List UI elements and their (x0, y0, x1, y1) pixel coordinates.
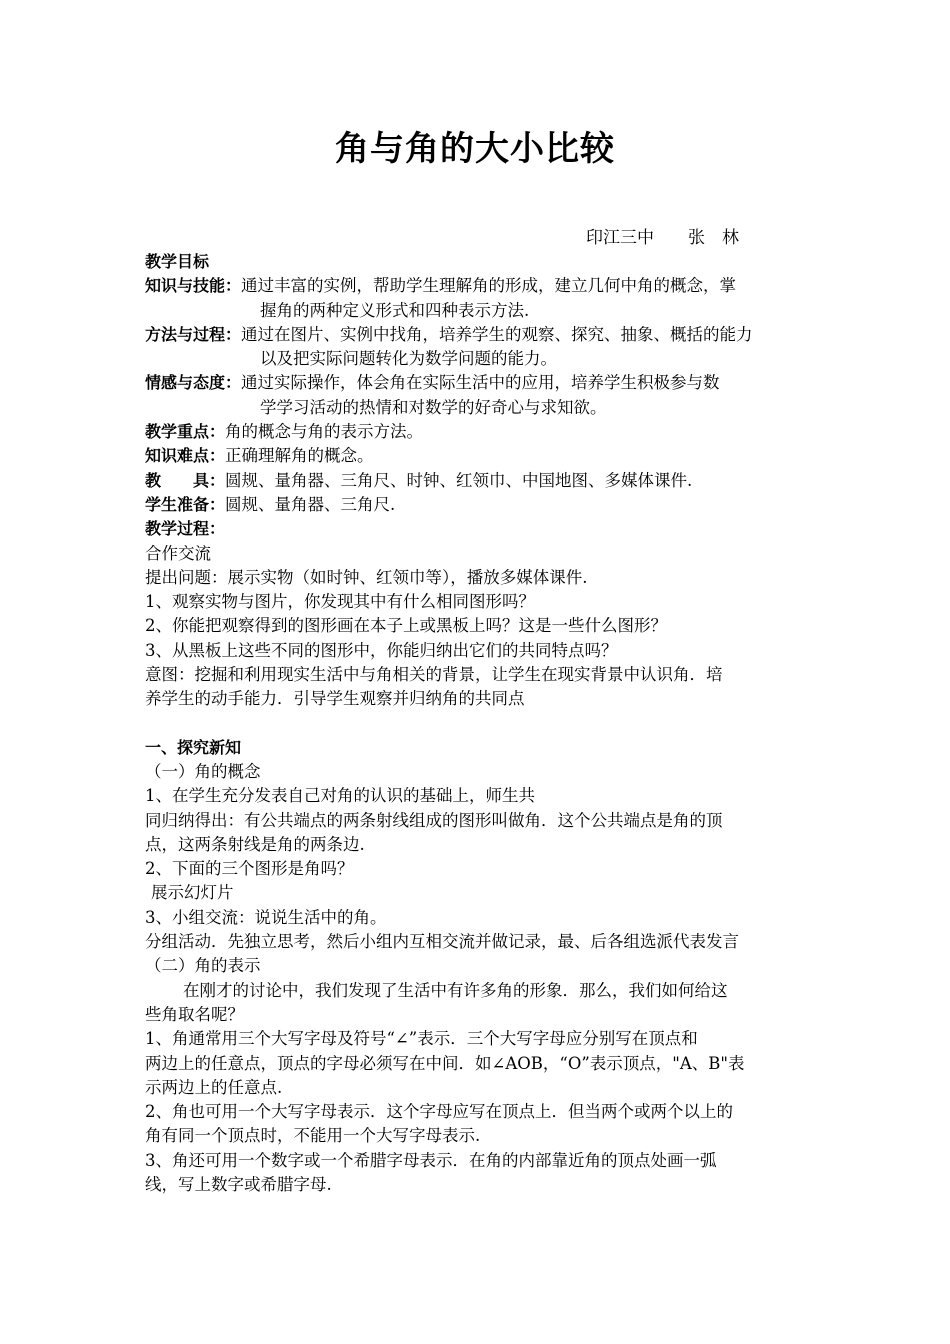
paragraph: 3、从黑板上这些不同的图形中，你能归纳出它们的共同特点吗？ (145, 640, 618, 660)
difficult-point-label: 知识难点： (145, 446, 226, 466)
key-point-label: 教学重点： (145, 422, 226, 442)
paragraph: 同归纳得出：有公共端点的两条射线组成的图形叫做角．这个公共端点是角的顶 (145, 810, 723, 830)
student-prep (145, 493, 809, 517)
student-prep-label: 学生准备： (145, 494, 226, 514)
subsection-heading: （二）角的表示 (145, 956, 261, 976)
key-point-text: 角的概念与角的表示方法。 (225, 422, 424, 442)
document-body (145, 250, 809, 1197)
paragraph: 展示幻灯片 (151, 883, 234, 903)
section-heading: 一、探究新知 (145, 737, 242, 757)
goal-method-label: 方法与过程： (145, 324, 242, 344)
paragraph: 角有同一个顶点时，不能用一个大写字母表示. (145, 1126, 481, 1146)
teaching-tools-text: 圆规、量角器、三角尺、时钟、红领巾、中国地图、多媒体课件. (225, 470, 693, 490)
blank-line (145, 712, 809, 736)
goal-method-text: 通过在图片、实例中找角，培养学生的观察、探究、抽象、概括的能力 (241, 324, 753, 344)
paragraph: 示两边上的任意点. (145, 1077, 283, 1097)
paragraph: 3、小组交流：说说生活中的角。 (145, 907, 387, 927)
key-point (145, 420, 809, 444)
difficult-point (145, 444, 809, 468)
process-heading: 教学过程： (145, 519, 226, 539)
document-title: 角与角的大小比较 (335, 129, 615, 169)
paragraph: 在刚才的讨论中，我们发现了生活中有许多角的形象．那么，我们如何给这 (183, 980, 728, 1000)
goal-knowledge-cont: 握角的两种定义形式和四种表示方法. (260, 300, 530, 320)
paragraph: 1、在学生充分发表自己对角的认识的基础上，师生共 (145, 786, 535, 806)
difficult-point-text: 正确理解角的概念。 (225, 446, 374, 466)
subsection-heading: （一）角的概念 (145, 761, 261, 781)
paragraph: 2、角也可用一个大写字母表示．这个字母应写在顶点上．但当两个或两个以上的 (145, 1102, 733, 1122)
paragraph: 两边上的任意点，顶点的字母必须写在中间．如∠AOB，“O”表示顶点，"A、B"表 (145, 1053, 745, 1073)
goal-knowledge-label: 知识与技能： (145, 276, 242, 296)
student-prep-text: 圆规、量角器、三角尺. (225, 494, 396, 514)
paragraph: 意图：挖掘和利用现实生活中与角相关的背景，让学生在现实背景中认识角．培 (145, 665, 723, 685)
paragraph: 提出问题：展示实物（如时钟、红领巾等），播放多媒体课件. (145, 567, 588, 587)
paragraph: 2、下面的三个图形是角吗？ (145, 859, 354, 879)
paragraph: 2、你能把观察得到的图形画在本子上或黑板上吗？这是一些什么图形？ (145, 616, 667, 636)
goals-heading: 教学目标 (145, 252, 210, 271)
goal-method-cont: 以及把实际问题转化为数学问题的能力。 (260, 349, 557, 369)
teaching-tools-label: 教 具： (145, 470, 226, 490)
paragraph: 线，写上数字或希腊字母. (145, 1174, 332, 1194)
paragraph: 养学生的动手能力．引导学生观察并归纳角的共同点 (145, 689, 525, 709)
goal-attitude-label: 情感与态度： (145, 373, 242, 393)
paragraph: 分组活动．先独立思考，然后小组内互相交流并做记录，最、后各组选派代表发言 (145, 932, 739, 952)
goal-attitude-cont: 学学习活动的热情和对数学的好奇心与求知欲。 (260, 397, 607, 417)
paragraph: 1、角通常用三个大写字母及符号“∠”表示．三个大写字母应分别写在顶点和 (145, 1029, 698, 1049)
goal-method (145, 323, 809, 347)
paragraph: 3、角还可用一个数字或一个希腊字母表示．在角的内部靠近角的顶点处画一弧 (145, 1150, 717, 1170)
paragraph: 1、观察实物与图片，你发现其中有什么相同图形吗？ (145, 592, 535, 612)
paragraph: 点，这两条射线是角的两条边. (145, 834, 365, 854)
paragraph: 合作交流 (145, 543, 211, 563)
paragraph: 些角取名呢？ (145, 1004, 244, 1024)
author-line: 印江三中 张 林 (586, 228, 739, 248)
goal-attitude (145, 371, 809, 395)
goal-knowledge (145, 274, 809, 298)
goal-knowledge-text: 通过丰富的实例，帮助学生理解角的形成，建立几何中角的概念，掌 (241, 276, 737, 296)
teaching-tools (145, 469, 809, 493)
goal-attitude-text: 通过实际操作，体会角在实际生活中的应用，培养学生积极参与数 (241, 373, 720, 393)
